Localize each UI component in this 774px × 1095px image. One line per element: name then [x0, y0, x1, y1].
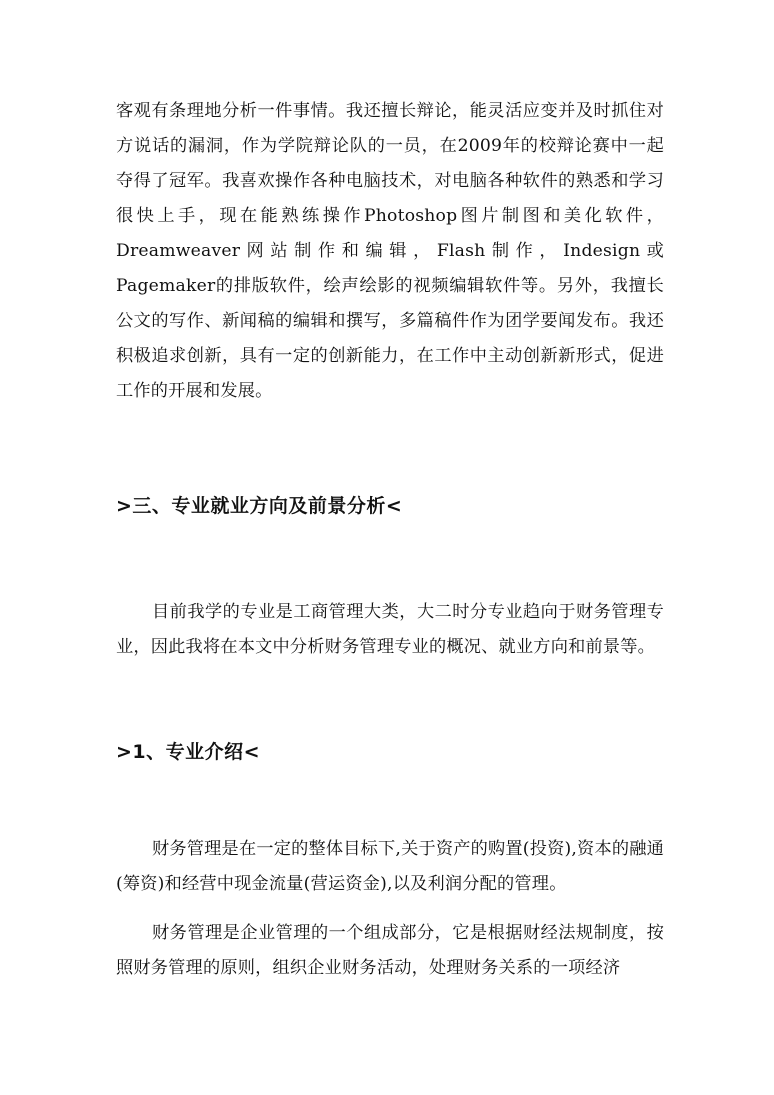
- body-paragraph-skills: 客观有条理地分析一件事情。我还擅长辩论，能灵活应变并及时抓住对方说话的漏洞，作为学院辩论队的一员，在2009年的校辩论赛中一起夺得了冠军。我喜欢操作各种电脑技术，对电脑各种软件的熟悉和学习很快上手，现在能熟练操作Photoshop图片制图和美化软件，Dreamweaver网站制作和编辑，Flash制作，Indesign或Pagemaker的排版软件，绘声绘影的视频编辑软件等。另外，我擅长公文的写作、新闻稿的编辑和撰写，多篇稿件作为团学要闻发布。我还积极追求创新，具有一定的创新能力，在工作中主动创新新形式，促进工作的开展和发展。: [116, 101, 664, 401]
- body-paragraph-major-intro: 目前我学的专业是工商管理大类，大二时分专业趋向于财务管理专业，因此我将在本文中分析财务管理专业的概况、就业方向和前景等。: [116, 602, 664, 657]
- body-paragraph-finance-role: 财务管理是企业管理的一个组成部分，它是根据财经法规制度，按照财务管理的原则，组织企业财务活动，处理财务关系的一项经济: [116, 923, 664, 978]
- body-paragraph-finance-definition: 财务管理是在一定的整体目标下,关于资产的购置(投资),资本的融通(筹资)和经营中现金流量(营运资金),以及利润分配的管理。: [116, 839, 664, 894]
- section-heading-career-prospects: >三、专业就业方向及前景分析<: [116, 495, 403, 517]
- subsection-heading-major-introduction: >1、专业介绍<: [116, 741, 261, 763]
